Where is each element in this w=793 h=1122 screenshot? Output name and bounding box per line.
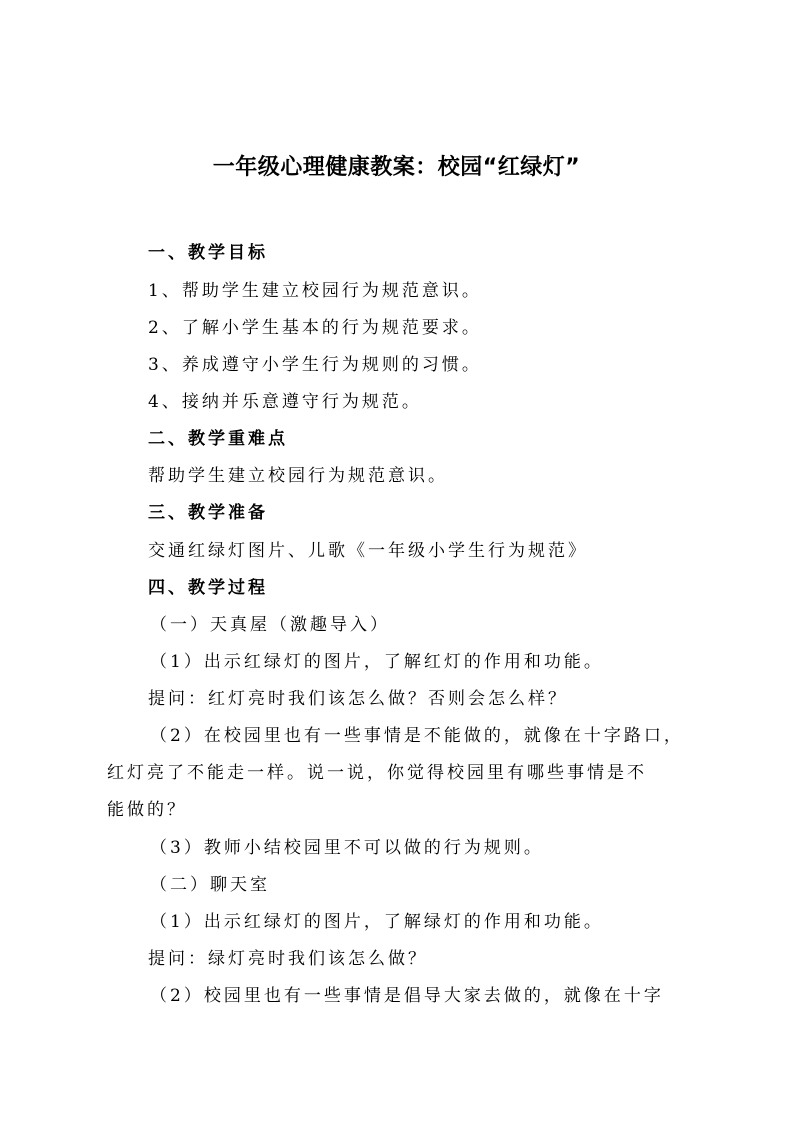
process-paragraph: 红灯亮了不能走一样。说一说，你觉得校园里有哪些事情是不 [107, 763, 647, 783]
section-heading-process: 四、教学过程 [148, 578, 268, 598]
process-paragraph: 提问：红灯亮时我们该怎么做？否则会怎么样？ [148, 689, 568, 709]
section-heading-key-points: 二、教学重难点 [148, 429, 288, 449]
process-paragraph: 能做的？ [107, 800, 187, 820]
goal-item-3: 3、养成遵守小学生行为规则的习惯。 [148, 355, 482, 375]
document-title: 一年级心理健康教案：校园“红绿灯” [212, 155, 581, 180]
goal-item-2: 2、了解小学生基本的行为规范要求。 [148, 318, 482, 338]
key-point-text: 帮助学生建立校园行为规范意识。 [148, 466, 448, 486]
process-paragraph: （2）校园里也有一些事情是倡导大家去做的，就像在十字 [150, 986, 664, 1006]
preparation-text: 交通红绿灯图片、儿歌《一年级小学生行为规范》 [148, 541, 588, 561]
process-paragraph: （1）出示红绿灯的图片，了解红灯的作用和功能。 [150, 652, 604, 672]
section-heading-preparation: 三、教学准备 [148, 503, 268, 523]
section-heading-goals: 一、教学目标 [148, 243, 268, 263]
process-paragraph: （2）在校园里也有一些事情是不能做的，就像在十字路口， [150, 726, 684, 746]
process-step-1-title: （一）天真屋（激趣导入） [150, 615, 390, 635]
goal-item-4: 4、接纳并乐意遵守行为规范。 [148, 392, 422, 412]
goal-item-1: 1、帮助学生建立校园行为规范意识。 [148, 281, 482, 301]
process-paragraph: （1）出示红绿灯的图片，了解绿灯的作用和功能。 [150, 912, 604, 932]
process-paragraph: （3）教师小结校园里不可以做的行为规则。 [150, 838, 544, 858]
process-step-2-title: （二）聊天室 [150, 875, 270, 895]
process-paragraph: 提问：绿灯亮时我们该怎么做？ [148, 949, 428, 969]
